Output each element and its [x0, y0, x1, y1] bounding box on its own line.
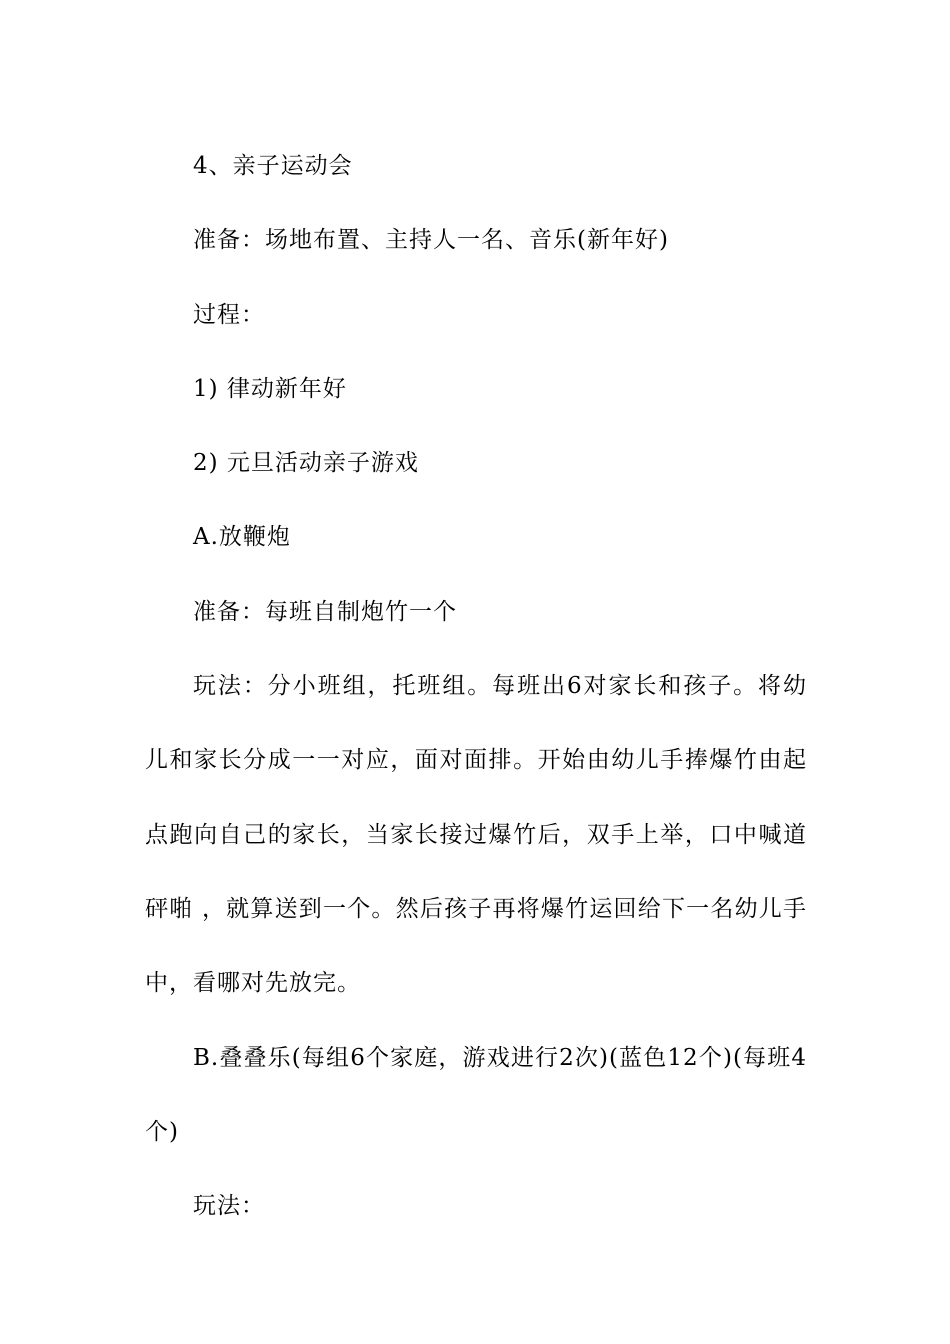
process-label: 过程：: [193, 301, 265, 328]
game-b-heading: B.叠叠乐(每组6个家庭，游戏进行2次)(蓝色12个)(每班4个): [145, 1044, 807, 1145]
step-1-paragraph: 1) 律动新年好: [193, 375, 347, 402]
game-a-heading: A.放鞭炮: [193, 524, 291, 551]
game-a-rules: 玩法：分小班组，托班组。每班出6对家长和孩子。将幼儿和家长分成一一对应，面对面排。开始由幼儿手捧爆竹由起点跑向自己的家长，当家长接过爆竹后，双手上举，口中喊道砰啪 ，就算送到一个。然后孩子再将爆竹运回给下一名幼儿手中，看哪对先放完。: [145, 673, 807, 997]
game-a-preparation: 准备：每班自制炮竹一个: [193, 598, 457, 625]
game-b-rules-label: 玩法：: [193, 1193, 265, 1220]
document-body: [145, 129, 807, 1243]
section-heading-parent-child-sports: 4、亲子运动会: [193, 153, 353, 179]
preparation-paragraph: 准备：场地布置、主持人一名、音乐(新年好): [193, 227, 669, 254]
step-2-paragraph: 2) 元旦活动亲子游戏: [193, 450, 419, 477]
